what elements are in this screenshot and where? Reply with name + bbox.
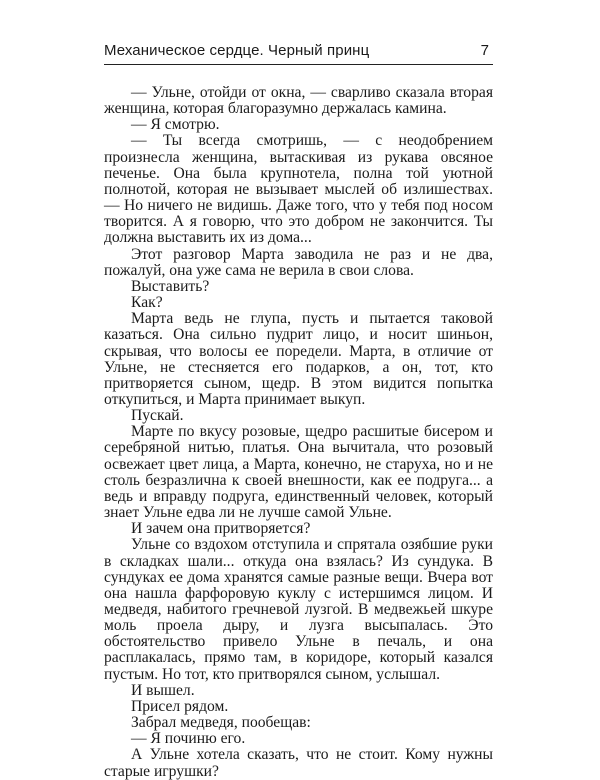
running-header bbox=[104, 42, 493, 65]
paragraph: И вышел. bbox=[131, 681, 195, 699]
paragraph: Марта ведь не глупа, пусть и пытается таковой казаться. Она сильно пудрит лицо, и носит шиньон, скрывая, что волосы ее поредели. Марта, в отличие от Ульне, не стесняется его подарков, а он, тот, кто притворяется сыном, щедр. В этом видится попытка откупиться, и Марта принимает выкуп. bbox=[104, 310, 493, 408]
paragraph: — Ты всегда смотришь, — с неодобрением произнесла женщина, вытаскивая из рукава овсяное печенье. Она была крупнотела, полна той уютной полнотой, которая не вызывает мыслей об излишествах. — Но ничего не видишь. Даже того, что у тебя под носом творится. А я говорю, что это добром не закончится. Ты должна выставить их из дома... bbox=[104, 132, 493, 247]
paragraph: Присел рядом. bbox=[131, 697, 229, 715]
paragraph: Пускай. bbox=[131, 407, 184, 425]
paragraph: Ульне со вздохом отступила и спрятала озябшие руки в складках шали... откуда она взялась? Из сундука. В сундуках ее дома хранятся самые разные вещи. Вчера вот она нашла фарфоровую куклу с истершимся лицом. И медведя, набитого гречневой лузгой. В медвежьей шкуре моль проела дыру, и лузга высыпалась. Это обстоятельство привело Ульне в печаль, и она расплакалась, прямо там, в коридоре, который казался пустым. Но тот, кто притворялся сыном, услышал. bbox=[104, 536, 493, 683]
paragraph: Забрал медведя, пообещав: bbox=[131, 714, 311, 732]
paragraph: Марте по вкусу розовые, щедро расшитые бисером и серебряной нитью, платья. Она вычитала, что розовый освежает цвет лица, а Марта, конечно, не старуха, но и не столь безразлична к своей внешности, как ее подруга... а ведь и вправду подруга, единственный человек, который знает Ульне едва ли не лучше самой Ульне. bbox=[104, 423, 493, 522]
page-number: 7 bbox=[480, 42, 489, 59]
paragraph: И зачем она притворяется? bbox=[131, 520, 311, 538]
paragraph: Выставить? bbox=[131, 277, 210, 295]
paragraph: — Я смотрю. bbox=[131, 116, 220, 134]
book-title: Механическое сердце. Черный принц bbox=[104, 42, 370, 59]
paragraph: — Я починю его. bbox=[131, 730, 246, 748]
paragraph: А Ульне хотела сказать, что не стоит. Кому нужны старые игрушки? bbox=[104, 746, 493, 780]
paragraph: — Ульне, отойди от окна, — сварливо сказала вторая женщина, которая благоразумно держалась камина. bbox=[104, 84, 493, 118]
paragraph: Как? bbox=[131, 294, 163, 312]
body-text bbox=[104, 85, 493, 780]
paragraph: Этот разговор Марта заводила не раз и не два, пожалуй, она уже сама не верила в свои слова. bbox=[104, 245, 493, 279]
